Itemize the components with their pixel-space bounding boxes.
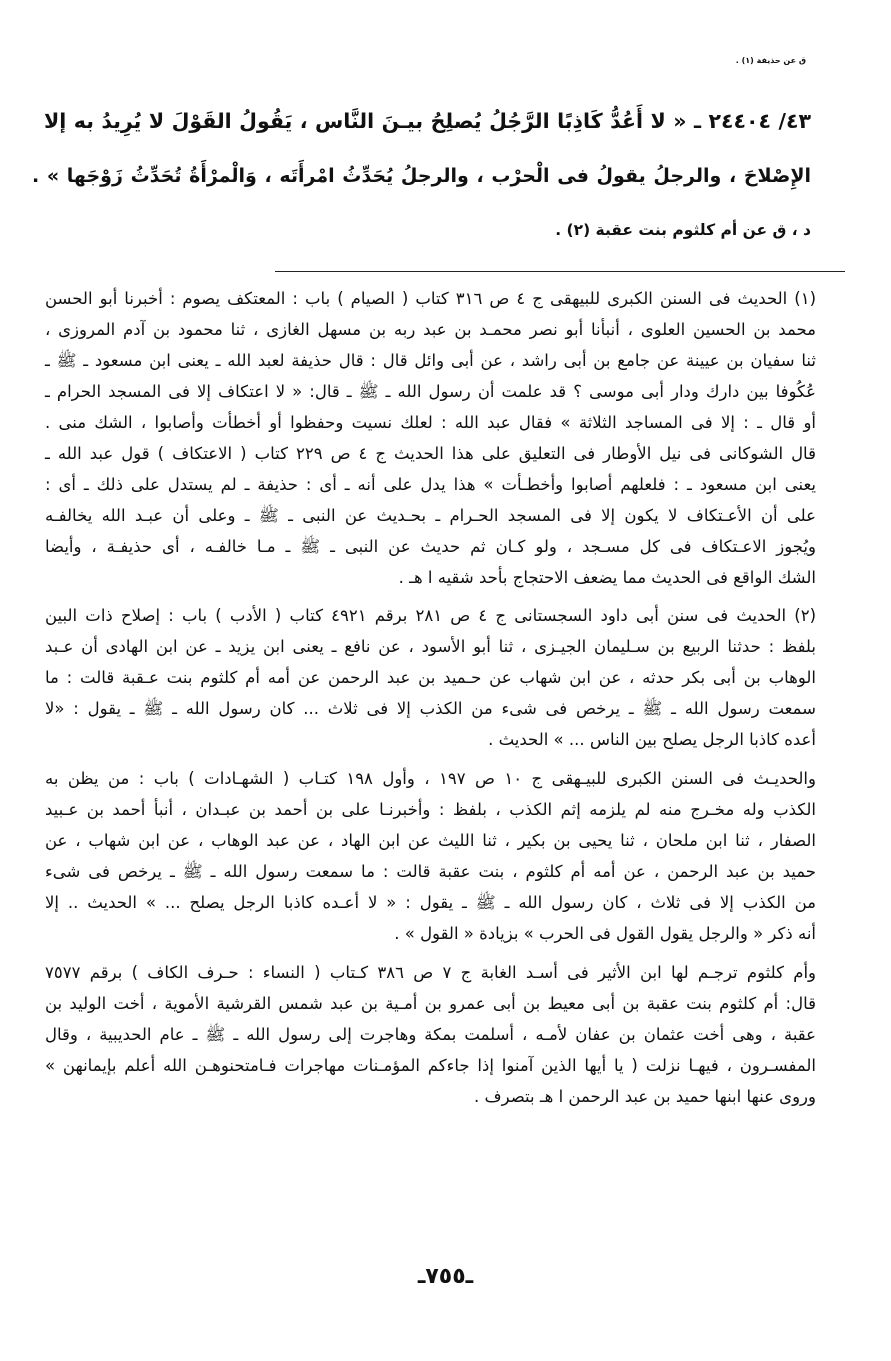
footnote-line: قال الشوكانى فى نيل الأوطار فى التعليق على هذا الحديث ج ٤ ص ٢٢٩ كتاب ( الاعتكاف ) قول عبد الله ـ [45, 444, 816, 463]
footnote-line: الشك الواقع فى الحديث مما يضعف الاحتجاج بأحد شقيه ا هـ . [398, 568, 816, 587]
footnote-line: ويُجوز الاعـتكاف فى كل مسـجد ، ولو كـان ثم حديث عن النبى ـ ﷺ ـ مـا خالفـه ، أى حذيفـة ، وأيضا [45, 537, 816, 556]
page-number: ـ٧٥٥ـ [417, 1264, 474, 1289]
footnote-line: المفسـرون ، فيهـا نزلت ( يا أيها الذين آمنوا إذا جاءكم المؤمـنات مهاجرات فـامتحنوهـن الله أعلم بإيمانهن » [45, 1056, 816, 1075]
footnote-line: يعنى ابن مسعود ـ : فلعلهم أصابوا وأخطـأت » هذا يدل على أنه ـ أى : حذيفة ـ لم يستدل على ذلك ـ أى : [45, 475, 816, 494]
main-text-line: ٤٣/ ٢٤٤٠٤ ـ « لا أَعُدُّ كَاذِبًا الرَّجُلُ يُصلِحُ بيـنَ النَّاس ، يَقُولُ القَوْلَ لا يُرِيدُ به إلا [44, 109, 811, 133]
footnote-divider [275, 271, 845, 272]
footnote-line: أعده كاذبا الرجل يصلح بين الناس ... » الحديث . [488, 730, 816, 749]
footnote-line: (٢) الحديث فى سنن أبى داود السجستانى ج ٤ ص ٢٨١ برقم ٤٩٢١ كتاب ( الأدب ) باب : إصلاح ذات البين [45, 606, 816, 625]
footnote-line: عقبة ، وهى أخت عثمان بن عفان لأمـه ، أسلمت بمكة وهاجرت إلى رسول الله ـ ﷺ ـ عام الحديبية ، وقال [45, 1025, 816, 1044]
footnote-line: حميد بن عبد الرحمن ، عن أمه أم كلثوم ، بنت عقبة قالت : ما سمعت رسول الله ـ ﷺ ـ يرخص فى شىء [45, 862, 816, 881]
footnote-line: عُكُوفا بين دارك ودار أبى موسى ؟ قد علمت أن رسول الله ـ ﷺ ـ قال: « لا اعتكاف إلا فى المسجد الحرام ـ [45, 382, 816, 401]
footnote-line: على أن الأعـتكاف لا يكون إلا فى المسجد الحـرام ـ بحـديث عن النبى ـ ﷺ ـ وعلى أن عبـد الله يخالفـه [45, 506, 816, 525]
footnote-line: الكذب وله مخـرج منه لم يلزمه إثم الكذب ، بلفظ : وأخبرنـا على بن أحمد بن عبـدان ، أنبأ أحمد بن عـبيد [45, 800, 816, 819]
footnote-line: والحديـث فى السنن الكبرى للبيـهقى ج ١٠ ص ١٩٧ ، وأول ١٩٨ كتـاب ( الشهـادات ) باب : من يظن به [45, 769, 816, 788]
footnote-line: سمعت رسول الله ـ ﷺ ـ يرخص فى شىء من الكذب إلا فى ثلاث ... كان رسول الله ـ ﷺ ـ يقول : «لا [45, 699, 816, 718]
footnote-line: الوهاب بن أبى بكر حدثه ، عن ابن شهاب عن حـميد بن عبد الرحمن عن أمه أم كلثوم بنت عـقبة قالت : ما [45, 668, 816, 687]
footnote-line: قال: أم كلثوم بنت عقبة بن أبى معيط بن أبى عمرو بن أمـية بن عبد شمس القرشية الأموية ، أخت الوليد بن [45, 994, 816, 1013]
footnote-line: وروى عنها ابنها حميد بن عبد الرحمن ا هـ بتصرف . [474, 1087, 816, 1106]
main-text-line: الإِصْلاحَ ، والرجلُ يقولُ فى الْحرْب ، والرجلُ يُحَدِّثُ امْرأَتَه ، وَالْمرْأَةُ تُحَدِّثُ زَوْجَها » . [32, 165, 811, 187]
footnote-line: وأم كلثوم ترجـم لها ابن الأثير فى أسـد الغابة ج ٧ ص ٣٨٦ كـتاب ( النساء : حـرف الكاف ) برقم ٧٥٧٧ [45, 963, 817, 982]
footnote-line: ثنا سفيان بن عيينة عن جامع بن أبى راشد ، عن أبى وائل قال : قال حذيفة لعبد الله ـ يعنى ابن مسعود ـ ﷺ ـ [45, 351, 816, 370]
footnote-line: أنه ذكر « والرجل يقول القول فى الحرب » بزيادة « القول » . [394, 924, 816, 943]
main-text-line: ق عن حذيفة (١) . [735, 56, 806, 65]
footnote-line: محمد بن الحسين العلوى ، أنبأنا أبو نصر محمـد بن عبد ربه بن مسهل الغازى ، ثنا محمود بن آدم المروزى ، [45, 320, 816, 339]
footnote-line: بلفظ : حدثنا الربيع بن سـليمان الجيـزى ، ثنا أبو الأسود ، عن نافع ـ يعنى ابن يزيد ـ عن ابن الهادى أن عـبد [45, 637, 816, 656]
footnote-line: من الكذب إلا فى ثلاث ، كان رسول الله ـ ﷺ ـ يقول : « لا أعـده كاذبا الرجل يصلح ... » الحديث .. إلا [45, 893, 816, 912]
footnote-line: الصفار ، ثنا ابن ملحان ، ثنا يحيى بن بكير ، ثنا الليث عن ابن الهاد ، عن عبد الوهاب ، عن ابن شهاب ، عن [45, 831, 816, 850]
main-text-line: د ، ق عن أم كلثوم بنت عقبة (٢) . [555, 221, 811, 239]
footnote-line: (١) الحديث فى السنن الكبرى للبيهقى ج ٤ ص ٣١٦ كتاب ( الصيام ) باب : المعتكف يصوم : أخبرنا أبو الحسن [45, 289, 816, 308]
footnote-line: أو قال ـ : إلا فى المساجد الثلاثة » فقال عبد الله : لعلك نسيت وحفظوا أو أخطأت وأصابوا ، الشك منى . [45, 413, 816, 432]
